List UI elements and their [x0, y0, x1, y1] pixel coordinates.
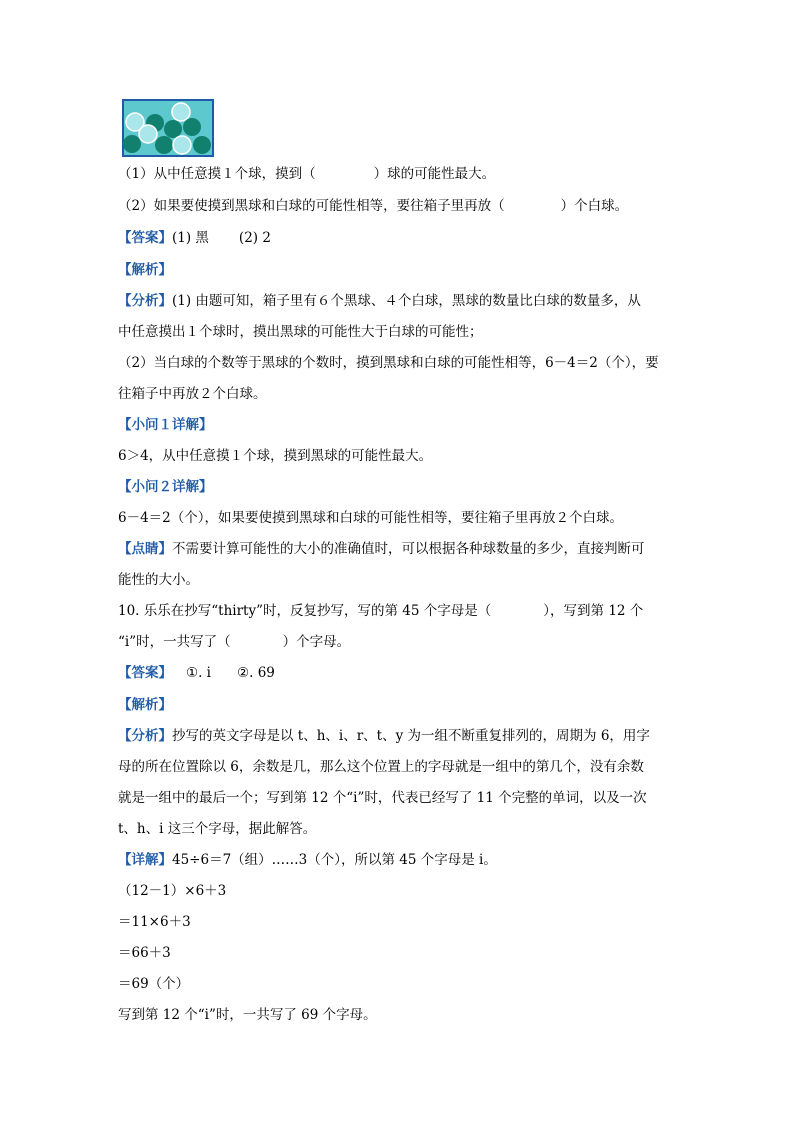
q10-calc-line-4 [118, 975, 678, 993]
black-ball [155, 136, 173, 154]
ball-box-figure [122, 99, 214, 157]
q9-dianjing-line-1 [118, 540, 678, 558]
fenxi-tag: 【分析】 [118, 728, 172, 744]
q9-fenxi-text-4: 往箱子中再放２个白球。 [118, 386, 267, 402]
small-question-2-text: 6－4＝2（个），如果要使摸到黑球和白球的可能性相等，要往箱子里再放２个白球。 [118, 510, 624, 526]
q10-question-line-1 [118, 602, 678, 620]
q9-small2-text [118, 509, 678, 527]
q9-answer-1: (1) 黑 [172, 230, 209, 246]
answer-tag: 【答案】 [118, 230, 172, 246]
small-question-1-text: 6＞4，从中任意摸１个球，摸到黑球的可能性最大。 [118, 448, 433, 464]
q9-fenxi-line-4 [118, 385, 678, 403]
q9-sub2-prefix: （2）如果要使摸到黑球和白球的可能性相等，要往箱子里再放（ [118, 198, 505, 214]
q10-question-line-2 [118, 633, 678, 651]
q9-dianjing-text-1: 不需要计算可能性的大小的准确值时，可以根据各种球数量的多少，直接判断可 [172, 541, 645, 557]
q9-sub1-suffix: ）球的可能性最大。 [373, 166, 496, 182]
dianjing-tag: 【点睛】 [118, 541, 172, 557]
q10-calc-line-3 [118, 944, 678, 962]
q10-question-suffix-2: ）个字母。 [282, 634, 351, 650]
white-ball [172, 103, 190, 121]
q9-fenxi-text-3: （2）当白球的个数等于黑球的个数时，摸到黑球和白球的可能性相等，6－4＝2（个），要 [118, 355, 659, 371]
q10-analysis-heading [118, 696, 678, 714]
q10-conclusion-text: 写到第 12 个“i”时，一共写了 69 个字母。 [118, 1007, 377, 1023]
q10-calc-line-2 [118, 913, 678, 931]
black-ball [183, 118, 201, 136]
small-question-1-tag: 【小问１详解】 [118, 417, 213, 433]
q9-small1-text [118, 447, 678, 465]
q10-fenxi-text-3: 就是一组中的最后一个；写到第 12 个“i”时，代表已经写了 11 个完整的单词，以及一次 [118, 790, 647, 806]
q10-detail-text-1: 45÷6＝7（组）……3（个），所以第 45 个字母是 i。 [172, 852, 497, 868]
q10-fenxi-text-1: 抄写的英文字母是以 t、h、i、r、t、y 为一组不断重复排列的，周期为 6，用字 [172, 728, 650, 744]
q10-answer-2: ②. 69 [237, 665, 275, 681]
q10-calc-step-4: ＝69（个） [118, 976, 190, 992]
q9-subquestion-1 [118, 165, 678, 183]
q10-detail-line-1 [118, 851, 678, 869]
q10-fenxi-line-3 [118, 789, 678, 807]
q9-sub2-suffix: ）个白球。 [560, 198, 629, 214]
q10-fenxi-line-1 [118, 727, 678, 745]
small-question-2-tag: 【小问２详解】 [118, 479, 213, 495]
white-ball [139, 125, 157, 143]
q9-dianjing-text-2: 能性的大小。 [118, 572, 199, 588]
black-ball [123, 135, 141, 153]
q9-fenxi-line-2 [118, 323, 678, 341]
q10-fenxi-line-2 [118, 758, 678, 776]
q9-sub1-prefix: （1）从中任意摸１个球，摸到（ [118, 166, 316, 182]
q9-answer [118, 229, 678, 247]
q9-dianjing-line-2 [118, 571, 678, 589]
q10-fenxi-text-2: 母的所在位置除以 6，余数是几，那么这个位置上的字母就是一组中的第几个，没有余数 [118, 759, 644, 775]
analysis-tag: 【解析】 [118, 262, 172, 278]
q9-fenxi-text-2: 中任意摸出１个球时，摸出黑球的可能性大于白球的可能性； [118, 324, 483, 340]
q9-fenxi-line-1 [118, 292, 678, 310]
q9-subquestion-2 [118, 197, 678, 215]
detail-tag: 【详解】 [118, 852, 172, 868]
q9-small1-heading [118, 416, 678, 434]
white-ball [173, 136, 191, 154]
q10-conclusion [118, 1006, 678, 1024]
q10-calc-step-1: （12－1）×6＋3 [118, 883, 227, 899]
q10-calc-step-3: ＝66＋3 [118, 945, 171, 961]
q10-calc-line-1 [118, 882, 678, 900]
q10-answer-1: ①. i [186, 665, 212, 681]
fenxi-tag: 【分析】 [118, 293, 172, 309]
q9-fenxi-text-1: (1) 由题可知，箱子里有６个黑球、４个白球，黑球的数量比白球的数量多，从 [172, 293, 641, 309]
q9-analysis-heading [118, 261, 678, 279]
q10-question-suffix-1: ），写到第 12 个 [543, 603, 644, 619]
answer-tag: 【答案】 [118, 665, 172, 681]
q10-calc-step-2: ＝11×6＋3 [118, 914, 191, 930]
q10-question-prefix-1: 10. 乐乐在抄写“thirty”时，反复抄写，写的第 45 个字母是（ [118, 603, 492, 619]
q10-question-prefix-2: “i”时，一共写了（ [118, 634, 231, 650]
q10-answer [118, 664, 678, 682]
q10-fenxi-text-4: t、h、i 这三个字母，据此解答。 [118, 821, 317, 837]
q9-small2-heading [118, 478, 678, 496]
q9-fenxi-line-3 [118, 354, 678, 372]
analysis-tag: 【解析】 [118, 697, 172, 713]
q10-fenxi-line-4 [118, 820, 678, 838]
black-ball [193, 136, 211, 154]
q9-answer-2: (2) 2 [238, 230, 271, 246]
black-ball [164, 120, 182, 138]
